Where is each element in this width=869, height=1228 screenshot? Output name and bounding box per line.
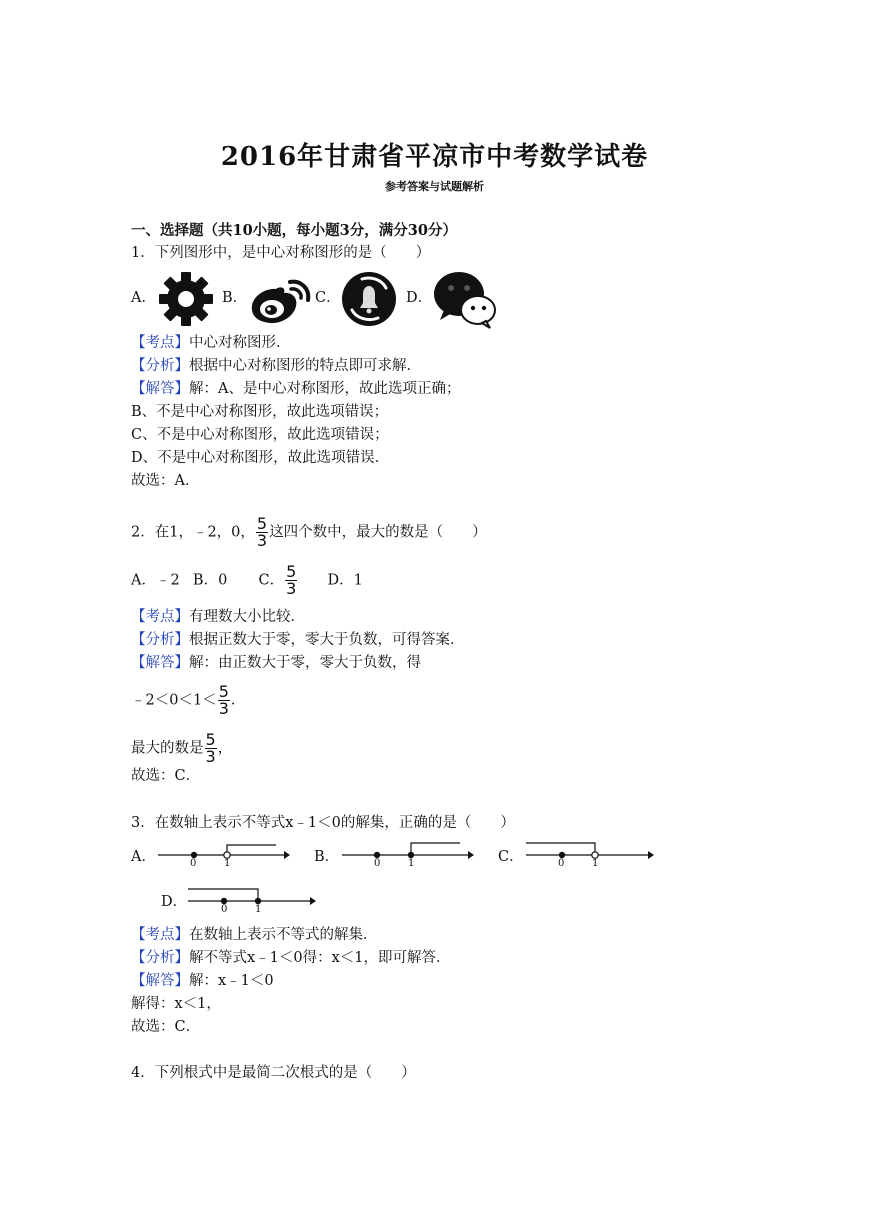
- fraction-denominator: 3: [286, 579, 297, 598]
- q3-fenxi-text: 解不等式x﹣1＜0得：x＜1，即可解答．: [189, 950, 451, 966]
- fraction-denominator: 3: [218, 699, 229, 718]
- q2-inequality: [131, 684, 245, 717]
- kaodian-tag: 【考点】: [131, 335, 189, 351]
- fraction-numerator: 5: [205, 730, 216, 749]
- q2-kaodian-text: 有理数大小比较．: [189, 609, 305, 625]
- q2-jieda: [131, 652, 421, 674]
- q3-answer: 故选：C．: [131, 1019, 201, 1035]
- fraction: [218, 684, 230, 717]
- fraction-numerator: 5: [218, 682, 229, 701]
- q2-jieda-text: 解：由正数大于零，零大于负数，得: [189, 655, 421, 671]
- fraction-numerator: 5: [286, 562, 297, 581]
- q1-jieda: [131, 378, 460, 400]
- number-line-d: [186, 884, 322, 920]
- bell-circle-icon: [340, 270, 398, 328]
- q1-option-b-label: B．: [222, 290, 248, 306]
- q1-line-d: D、不是中心对称图形，故此选项错误．: [131, 450, 390, 466]
- tick-label-1: 1: [408, 858, 415, 869]
- q2-stem: [131, 516, 487, 549]
- q2-stem-pre: 2．在1，﹣2，0，: [131, 524, 255, 541]
- q3-solve: 解得：x＜1，: [131, 996, 221, 1012]
- tick-label-0: 0: [190, 858, 197, 869]
- page-subtitle: 参考答案与试题解析: [385, 180, 484, 193]
- q1-option-a-label: A．: [131, 290, 156, 306]
- q1-kaodian: [131, 332, 291, 354]
- q2-max-post: ，: [217, 740, 233, 757]
- fraction: [205, 732, 217, 765]
- q3-stem: 3．在数轴上表示不等式x﹣1＜0的解集，正确的是（ ）: [131, 815, 515, 831]
- fenxi-tag: 【分析】: [131, 358, 189, 374]
- q3-kaodian: [131, 924, 378, 946]
- page-title: 2016年甘肃省平凉市中考数学试卷: [220, 142, 649, 172]
- kaodian-tag: 【考点】: [131, 927, 189, 943]
- q2-max: [131, 732, 232, 765]
- q2-kaodian: [131, 606, 305, 628]
- tick-label-0: 0: [374, 858, 381, 869]
- q2-fenxi: [131, 629, 465, 651]
- q2-options: [131, 564, 363, 597]
- q1-line-c: C、不是中心对称图形，故此选项错误；: [131, 427, 389, 443]
- tick-label-1: 1: [592, 858, 599, 869]
- tick-label-1: 1: [224, 858, 231, 869]
- fraction: [285, 564, 297, 597]
- tick-label-0: 0: [558, 858, 565, 869]
- fraction-denominator: 3: [205, 747, 216, 766]
- q2-option-a: A．﹣2: [131, 572, 180, 589]
- gear-icon: [158, 271, 214, 327]
- q3-jieda: [131, 970, 274, 992]
- q2-stem-post: 这四个数中，最大的数是（ ）: [269, 524, 487, 541]
- fraction-denominator: 3: [256, 531, 268, 550]
- q3-jieda-text: 解：x﹣1＜0: [189, 973, 274, 989]
- q2-option-b: B．0: [192, 572, 228, 589]
- q2-answer: 故选：C．: [131, 768, 201, 784]
- jieda-tag: 【解答】: [131, 381, 189, 397]
- q1-option-c-label: C．: [315, 290, 341, 306]
- q1-kaodian-text: 中心对称图形．: [189, 335, 291, 351]
- q3-fenxi: [131, 947, 451, 969]
- q3-option-b-label: B．: [314, 849, 340, 865]
- q3-option-a-label: A．: [131, 849, 156, 865]
- q1-line-b: B、不是中心对称图形，故此选项错误；: [131, 404, 389, 420]
- q2-ineq-pre: ﹣2＜0＜1＜: [131, 692, 217, 709]
- q4-stem: 4．下列根式中是最简二次根式的是（ ）: [131, 1065, 416, 1081]
- q2-option-d: D．1: [327, 572, 363, 589]
- jieda-tag: 【解答】: [131, 655, 189, 671]
- q1-answer: 故选：A．: [131, 473, 200, 489]
- q2-option-c: C．: [258, 572, 285, 589]
- q2-fenxi-text: 根据正数大于零，零大于负数，可得答案．: [189, 632, 465, 648]
- q1-option-d-label: D．: [406, 290, 433, 306]
- fenxi-tag: 【分析】: [131, 950, 189, 966]
- tick-label-0: 0: [221, 904, 228, 915]
- jieda-tag: 【解答】: [131, 973, 189, 989]
- q3-option-c-label: C．: [498, 849, 524, 865]
- weibo-icon: [246, 276, 314, 328]
- q1-jieda-text: 解：A、是中心对称图形，故此选项正确；: [189, 381, 461, 397]
- q1-fenxi: [131, 355, 421, 377]
- q2-ineq-post: ．: [230, 692, 246, 709]
- fenxi-tag: 【分析】: [131, 632, 189, 648]
- q1-stem: 1．下列图形中，是中心对称图形的是（ ）: [131, 245, 431, 261]
- kaodian-tag: 【考点】: [131, 609, 189, 625]
- q3-option-d-label: D．: [161, 894, 188, 910]
- q2-max-pre: 最大的数是: [131, 740, 204, 757]
- fraction: [256, 516, 268, 549]
- section-heading: 一、选择题（共10小题，每小题3分，满分30分）: [131, 222, 457, 239]
- wechat-icon: [432, 268, 498, 330]
- q3-kaodian-text: 在数轴上表示不等式的解集．: [189, 927, 378, 943]
- q1-fenxi-text: 根据中心对称图形的特点即可求解．: [189, 358, 421, 374]
- tick-label-1: 1: [255, 904, 262, 915]
- fraction-numerator: 5: [256, 514, 268, 533]
